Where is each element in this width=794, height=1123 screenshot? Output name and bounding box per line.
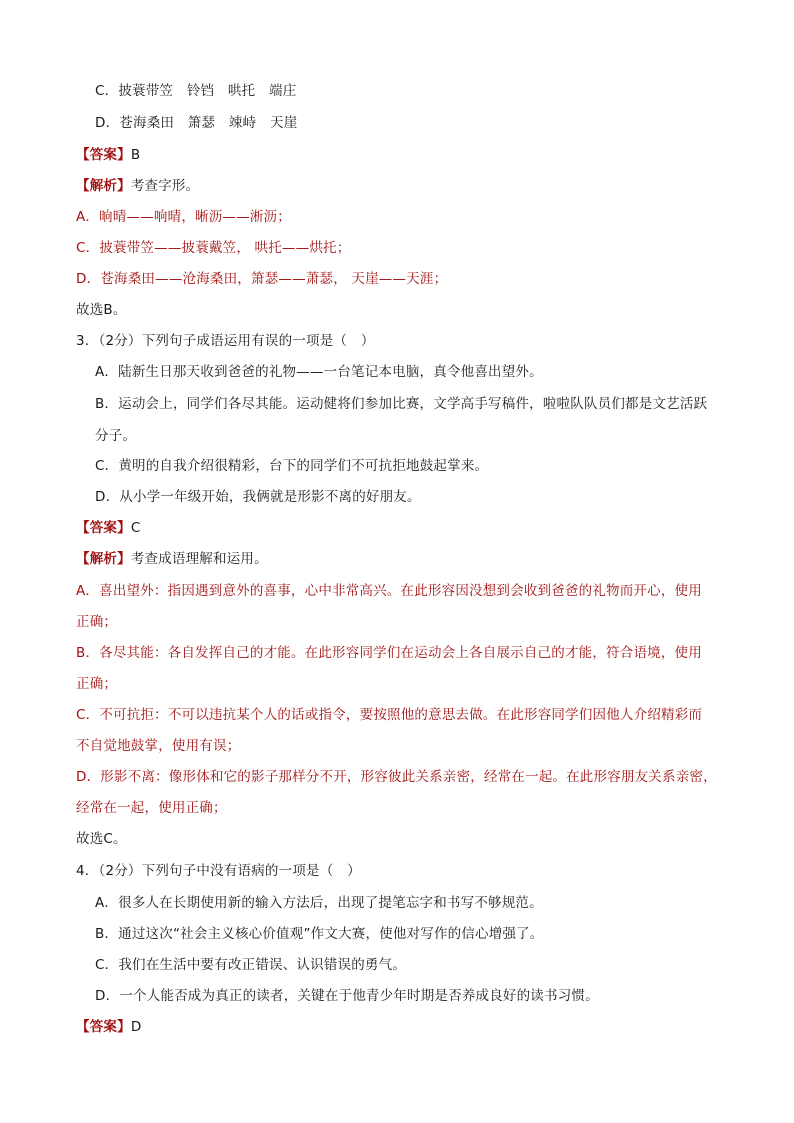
q2-option-d: D．苍海桑田 箫瑟 竦峙 天崖 xyxy=(95,115,298,131)
q2-analysis-heading xyxy=(76,176,199,196)
analysis-intro: 考查成语理解和运用。 xyxy=(130,551,268,567)
answer-tag: 【答案】 xyxy=(76,147,131,163)
answer-tag: 【答案】 xyxy=(76,1019,131,1035)
q3-conclusion: 故选C。 xyxy=(76,831,127,847)
answer-value: D xyxy=(130,1019,142,1035)
q3-option-b-continued: 分子。 xyxy=(95,428,137,444)
q4-option-b: B．通过这次“社会主义核心价值观”作文大赛，使他对写作的信心增强了。 xyxy=(95,926,544,942)
q3-option-d: D．从小学一年级开始，我俩就是形影不离的好朋友。 xyxy=(95,489,421,505)
q3-analysis-line: C．不可抗拒：不可以违抗某个人的话或指令，要按照他的意思去做。在此形容同学们因他人介绍精彩而 xyxy=(76,707,703,723)
q4-option-c: C．我们在生活中要有改正错误、认识错误的勇气。 xyxy=(95,957,407,973)
q3-analysis-line: D．形影不离：像形体和它的影子那样分不开，形容彼此关系亲密，经常在一起。在此形容朋友关系亲密， xyxy=(76,769,717,785)
q3-analysis-line: 经常在一起，使用正确； xyxy=(76,800,227,816)
q3-analysis-heading xyxy=(76,549,268,569)
analysis-tag: 【解析】 xyxy=(76,551,131,567)
q4-option-d: D．一个人能否成为真正的读者，关键在于他青少年时期是否养成良好的读书习惯。 xyxy=(95,988,599,1004)
answer-value: B xyxy=(130,147,141,163)
q4-option-a: A．很多人在长期使用新的输入方法后，出现了提笔忘字和书写不够规范。 xyxy=(95,895,543,911)
q2-conclusion: 故选B。 xyxy=(76,302,127,318)
q2-analysis-line: D．苍海桑田——沧海桑田，箫瑟——萧瑟， 天崖——天涯； xyxy=(76,271,448,287)
q2-answer xyxy=(76,145,140,165)
q2-analysis-line: A．晌晴——响晴，晰沥——淅沥； xyxy=(76,209,291,225)
q3-analysis-line: 正确； xyxy=(76,614,118,630)
q3-analysis-line: B．各尽其能：各自发挥自己的才能。在此形容同学们在运动会上各自展示自己的才能，符合语境，使用 xyxy=(76,645,702,661)
q2-option-c: C．披蓑带笠 铃铛 哄托 端庄 xyxy=(95,83,297,99)
q3-analysis-line: A．喜出望外：指因遇到意外的喜事，心中非常高兴。在此形容因没想到会收到爸爸的礼物而开心，使用 xyxy=(76,583,702,599)
answer-tag: 【答案】 xyxy=(76,520,131,536)
q3-stem: 3．（2分）下列句子成语运用有误的一项是（ ） xyxy=(76,333,375,349)
answer-value: C xyxy=(130,520,141,536)
q3-answer xyxy=(76,518,140,538)
q3-analysis-line: 正确； xyxy=(76,676,118,692)
q3-option-b: B．运动会上，同学们各尽其能。运动健将们参加比赛，文学高手写稿件，啦啦队队员们都是文艺活跃 xyxy=(95,396,708,412)
q4-stem: 4．（2分）下列句子中没有语病的一项是（ ） xyxy=(76,863,361,879)
q3-option-c: C．黄明的自我介绍很精彩，台下的同学们不可抗拒地鼓起掌来。 xyxy=(95,458,489,474)
q2-analysis-line: C．披蓑带笠——披蓑戴笠， 哄托——烘托； xyxy=(76,240,351,256)
analysis-tag: 【解析】 xyxy=(76,178,131,194)
analysis-intro: 考查字形。 xyxy=(130,178,200,194)
q4-answer xyxy=(76,1017,141,1037)
q3-analysis-line: 不自觉地鼓掌，使用有误； xyxy=(76,738,241,754)
q3-option-a: A．陆新生日那天收到爸爸的礼物——一台笔记本电脑，真令他喜出望外。 xyxy=(95,364,543,380)
